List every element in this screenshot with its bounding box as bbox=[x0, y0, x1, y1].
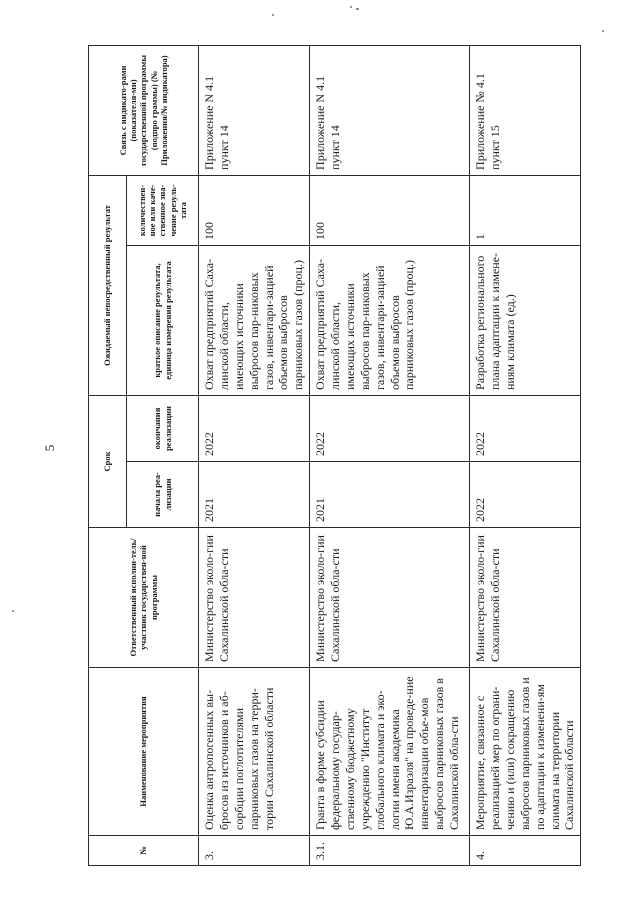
page-number: 5 bbox=[42, 444, 57, 452]
header-result-value: количествен-ное или каче-ственное зна-чение резуль-тата bbox=[127, 175, 199, 245]
row-desc: Разработка регионального плана адаптации к измене-ниям климата (ед.) bbox=[470, 245, 581, 395]
row-link: Приложение № 4.1 пункт 15 bbox=[470, 45, 581, 175]
row-value: 100 bbox=[310, 175, 470, 245]
row-executor: Министерство эколо-гии Сахалинской обла-сти bbox=[310, 528, 470, 668]
rotated-table-container bbox=[88, 46, 577, 866]
header-term-start: начала реа-лизации bbox=[127, 462, 199, 528]
header-result: Ожидаемый непосредственный результат bbox=[89, 175, 127, 395]
row-num: 3.1. bbox=[310, 836, 470, 866]
row-num: 3. bbox=[199, 836, 310, 866]
table-row bbox=[199, 45, 310, 865]
header-executor: Ответственный исполни-тель/участник государствен-ной программы bbox=[89, 528, 199, 668]
header-link: Связь с индикато-рами (показателя-ми) государственной программы (подпро граммы) (№ Приложения/№ индикатора) bbox=[89, 45, 199, 175]
row-end: 2022 bbox=[199, 395, 310, 461]
header-term-end: окончания реализации bbox=[127, 395, 199, 461]
scan-speck bbox=[272, 14, 274, 16]
row-value: 100 bbox=[199, 175, 310, 245]
row-start: 2021 bbox=[199, 462, 310, 528]
row-start: 2022 bbox=[470, 462, 581, 528]
row-name: Гранта в форме субсидии федеральному государ-ственному бюджетному учреждению "Институт глобального климата и эко-логии имени академика Ю.А.Израэля" на проведе-ние инвентаризации объе-мов выбросов парниковых газов в Сахалинской обла-сти bbox=[310, 668, 470, 836]
scan-speck bbox=[356, 8, 359, 10]
row-name: Оценка антропогенных вы-бросов из источников и аб-сорбции поглотителями парниковых газов на терри-тории Сахалинской области bbox=[199, 668, 310, 836]
table-row bbox=[470, 45, 581, 865]
row-desc: Охват предприятий Саха-линской области, имеющих источники выбросов пар-никовых газов, инвентари-зацией объемов выбросов парниковых газов (проц.) bbox=[310, 245, 470, 395]
row-name: Мероприятие, связанное с реализацией мер по ограни-чению и (или) сокращению выбросов парниковых газов и по адаптации к изменени-ям климата на территории Сахалинской области bbox=[470, 668, 581, 836]
scan-speck bbox=[12, 610, 14, 612]
row-link: Приложение N 4.1 пункт 14 bbox=[199, 45, 310, 175]
header-row-top bbox=[89, 45, 127, 865]
header-name: Наименование мероприятия bbox=[89, 668, 199, 836]
scan-speck bbox=[350, 6, 352, 8]
header-term: Срок bbox=[89, 395, 127, 527]
row-executor: Министерство эколо-гии Сахалинской обла-сти bbox=[470, 528, 581, 668]
table-row bbox=[310, 45, 470, 865]
row-num: 4. bbox=[470, 836, 581, 866]
row-value: 1 bbox=[470, 175, 581, 245]
row-link: Приложение N 4.1 пункт 14 bbox=[310, 45, 470, 175]
header-num: № bbox=[89, 836, 199, 866]
measures-table bbox=[88, 45, 581, 866]
row-executor: Министерство эколо-гии Сахалинской обла-сти bbox=[199, 528, 310, 668]
row-start: 2021 bbox=[310, 462, 470, 528]
row-end: 2022 bbox=[310, 395, 470, 461]
row-desc: Охват предприятий Саха-линской области, имеющих источники выбросов пар-никовых газов, инвентари-зацией объемов выбросов парниковых газов (проц.) bbox=[199, 245, 310, 395]
header-result-desc: краткое описание результата, единица измерения результата bbox=[127, 245, 199, 395]
scan-speck bbox=[602, 30, 604, 32]
row-end: 2022 bbox=[470, 395, 581, 461]
